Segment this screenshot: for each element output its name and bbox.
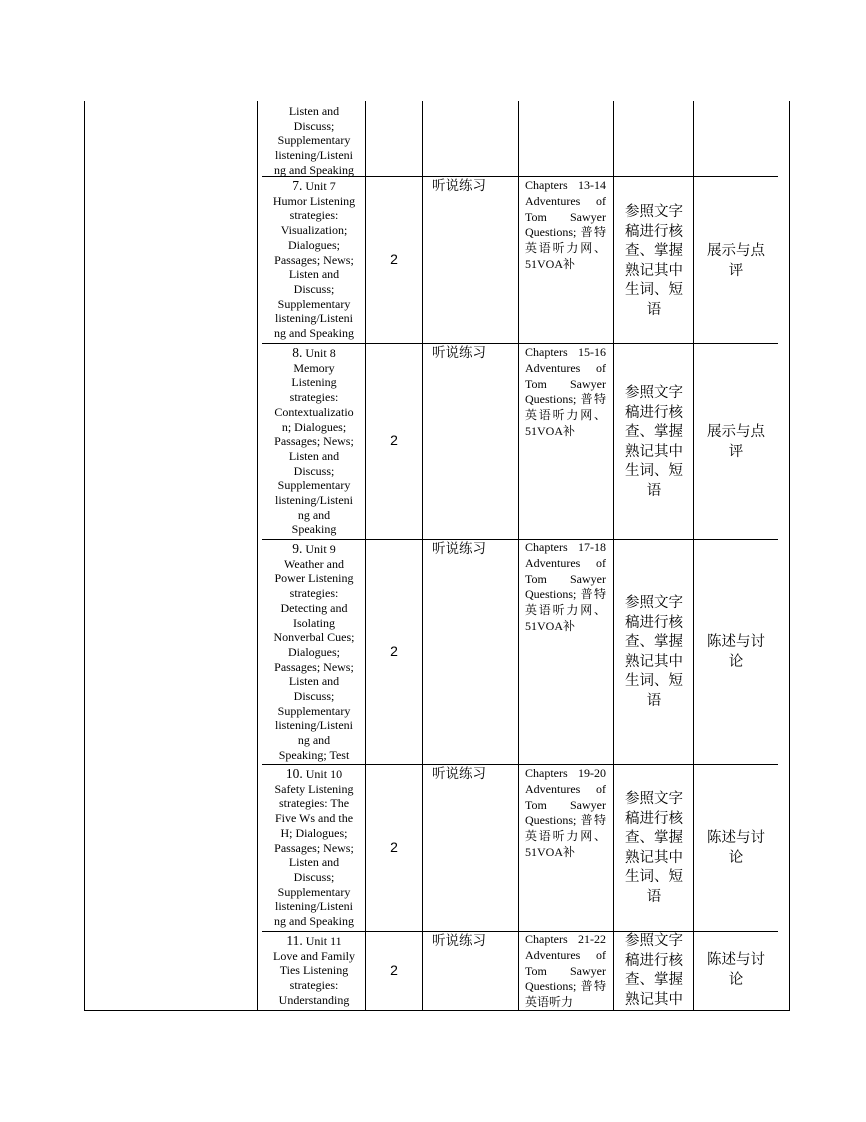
col-divider-1: [257, 101, 258, 1011]
unit-8-requirement: 参照文字稿进行核查、掌握熟记其中生词、短语: [625, 385, 683, 499]
unit-9-method: 听说练习: [432, 541, 486, 556]
unit-text: Unit 11 Love and Family Ties Listening strategies: Understanding: [273, 934, 355, 1007]
unit-8-method: 听说练习: [432, 345, 486, 360]
unit-10-assessment: 陈述与讨论: [707, 830, 765, 866]
unit-10-method: 听说练习: [432, 766, 486, 781]
unit-10-chapters: Chapters 19-20 Adventures of Tom Sawyer Questions; 普特英语听力网、 51VOA补: [525, 766, 606, 859]
unit-10-content: [262, 767, 366, 929]
unit-text: Unit 9 Weather and Power Listening strategies: Detecting and Isolating Nonverbal Cues; Dialogues; Passages; News; Listen and Discuss; Supplementary listening/Listeni ng and Speaking; Test: [273, 542, 355, 762]
unit-9-chapters: Chapters 17-18 Adventures of Tom Sawyer Questions; 普特英语听力网、 51VOA补: [525, 540, 606, 633]
unit-text: Unit 10 Safety Listening strategies: The Five Ws and the H; Dialogues; Passages; News; Listen and Discuss; Supplementary listening/Listeni ng and Speaking: [274, 767, 354, 929]
unit-11-requirement: 参照文字稿进行核查、掌握熟记其中: [625, 933, 683, 1008]
table-border-right: [789, 101, 790, 1011]
unit-content-continued: Listen and Discuss; Supplementary listening/Listeni ng and Speaking: [274, 104, 354, 177]
col-divider-4: [518, 101, 519, 1011]
unit-7-assessment: 展示与点评: [707, 243, 765, 279]
unit-9-hours: 2: [390, 643, 398, 659]
unit-text: Unit 8 Memory Listening strategies: Contextualizatio n; Dialogues; Passages; News; Listen and Discuss; Supplementary listening/Listeni ng and Speaking: [274, 346, 354, 537]
unit-10-requirement: 参照文字稿进行核查、掌握熟记其中生词、短语: [625, 791, 683, 905]
unit-9-requirement: 参照文字稿进行核查、掌握熟记其中生词、短语: [625, 595, 683, 709]
unit-8-hours: 2: [390, 432, 398, 448]
unit-7-requirement: 参照文字稿进行核查、掌握熟记其中生词、短语: [625, 204, 683, 318]
unit-11-assessment: 陈述与讨论: [707, 952, 765, 988]
unit-number: 11.: [286, 933, 303, 948]
table-border-bottom: [84, 1010, 790, 1011]
unit-8-chapters: Chapters 15-16 Adventures of Tom Sawyer Questions; 普特英语听力网、 51VOA补: [525, 345, 606, 438]
unit-text: Unit 7 Humor Listening strategies: Visualization; Dialogues; Passages; News; Listen and Discuss; Supplementary listening/Listeni ng and Speaking: [272, 179, 356, 341]
unit-9-content: [262, 542, 366, 763]
row-separator: [262, 343, 778, 344]
col-divider-6: [693, 101, 694, 1011]
row-separator: [262, 539, 778, 540]
unit-7-chapters: Chapters 13-14 Adventures of Tom Sawyer Questions; 普特英语听力网、 51VOA补: [525, 178, 606, 271]
unit-7-method: 听说练习: [432, 178, 486, 193]
unit-11-content: [262, 934, 366, 1008]
unit-9-assessment: 陈述与讨论: [707, 634, 765, 670]
unit-8-content: [262, 346, 366, 537]
unit-11-method: 听说练习: [432, 933, 486, 948]
unit-8-assessment: 展示与点评: [707, 424, 765, 460]
unit-7-hours: 2: [390, 251, 398, 267]
col-divider-5: [613, 101, 614, 1011]
row-separator: [262, 931, 778, 932]
unit-10-hours: 2: [390, 839, 398, 855]
table-border-left: [84, 101, 85, 1011]
unit-7-content: [262, 179, 366, 341]
unit-number: 8.: [292, 345, 303, 360]
col-divider-3: [422, 101, 423, 1011]
unit-11-hours: 2: [390, 962, 398, 978]
unit-number: 9.: [292, 541, 303, 556]
unit-number: 7.: [292, 178, 303, 193]
unit-11-chapters: Chapters 21-22 Adventures of Tom Sawyer Questions; 普特英语听力: [525, 932, 606, 1010]
unit-number: 10.: [285, 766, 303, 781]
row-separator: [262, 764, 778, 765]
